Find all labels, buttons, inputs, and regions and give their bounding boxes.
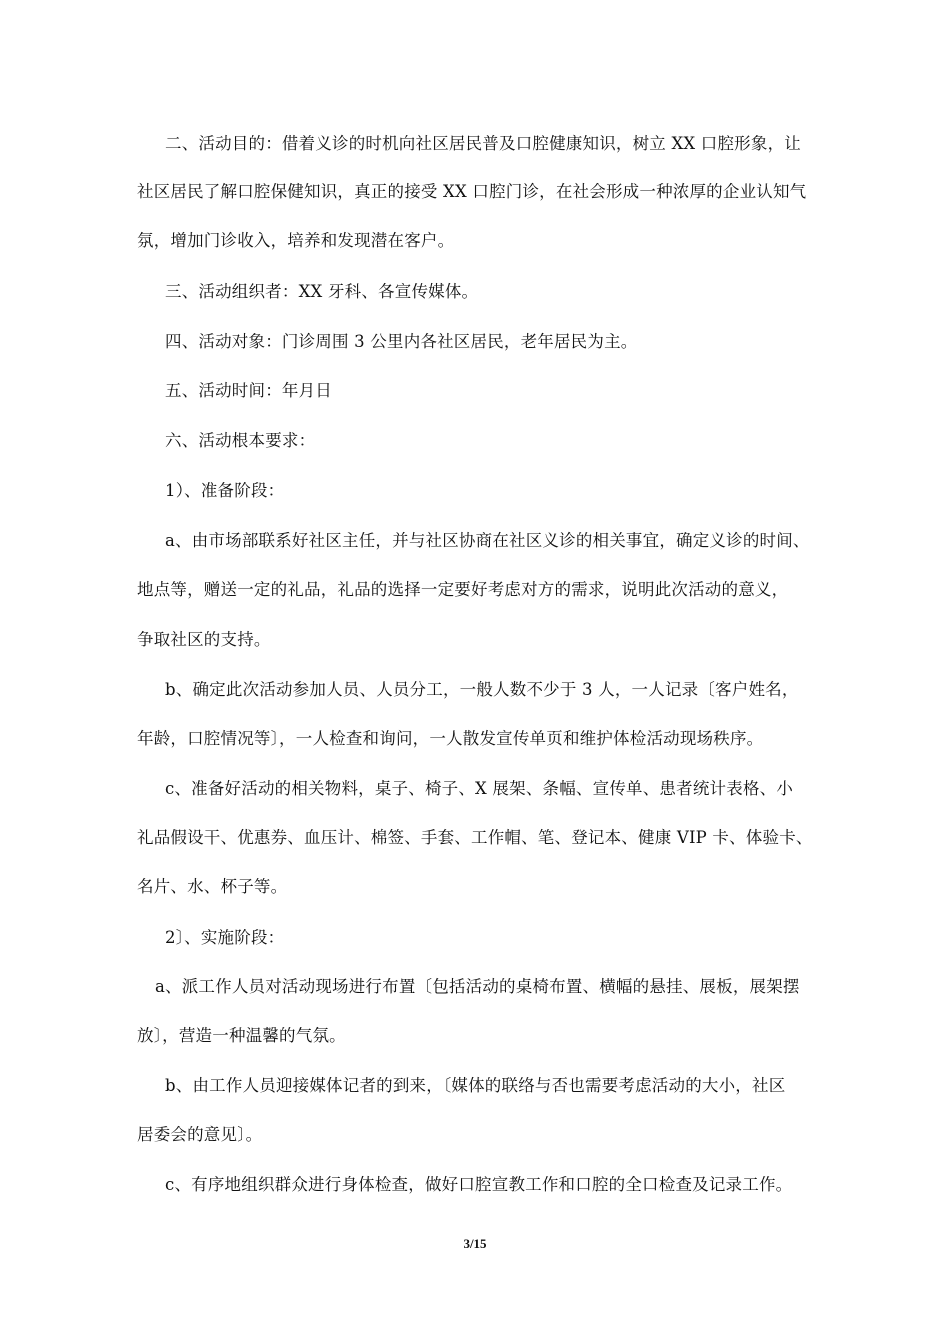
text-line: 三、活动组织者：XX 牙科、各宣传媒体。 — [165, 282, 479, 301]
text-line: 社区居民了解口腔保健知识，真正的接受 XX 口腔门诊，在社会形成一种浓厚的企业认知气 — [137, 182, 807, 201]
text-line: b、由工作人员迎接媒体记者的到来，〔媒体的联络与否也需要考虑活动的大小，社区 — [165, 1076, 786, 1095]
text-line: 名片、水、杯子等。 — [137, 877, 288, 896]
text-line: 放〕，营造一种温馨的气氛。 — [137, 1026, 346, 1045]
text-line: c、准备好活动的相关物料，桌子、椅子、X 展架、条幅、宣传单、患者统计表格、小 — [165, 779, 794, 798]
text-line: c、有序地组织群众进行身体检查，做好口腔宣教工作和口腔的全口检查及记录工作。 — [165, 1175, 793, 1194]
text-line: 四、活动对象：门诊周围 3 公里内各社区居民，老年居民为主。 — [165, 332, 638, 351]
text-line: b、确定此次活动参加人员、人员分工，一般人数不少于 3 人，一人记录〔客户姓名， — [165, 680, 799, 699]
text-line: a、由市场部联系好社区主任，并与社区协商在社区义诊的相关事宜，确定义诊的时间、 — [165, 531, 810, 550]
text-line: 年龄，口腔情况等〕，一人检查和询问，一人散发宣传单页和维护体检活动现场秩序。 — [137, 729, 764, 748]
text-line: 居委会的意见〕。 — [137, 1125, 263, 1144]
text-line: 礼品假设干、优惠券、血压计、棉签、手套、工作帽、笔、登记本、健康 VIP 卡、体验卡、 — [137, 828, 813, 847]
text-line: 六、活动根本要求： — [165, 431, 316, 450]
text-line: 五、活动时间：年月日 — [165, 381, 332, 400]
text-line: a、派工作人员对活动现场进行布置〔包括活动的桌椅布置、横幅的悬挂、展板，展架摆 — [155, 977, 800, 996]
text-line: 争取社区的支持。 — [137, 630, 271, 649]
page-number: 3/15 — [463, 1236, 487, 1251]
text-line: 二、活动目的：借着义诊的时机向社区居民普及口腔健康知识，树立 XX 口腔形象，让 — [165, 134, 801, 153]
text-line: 1）、准备阶段： — [165, 481, 285, 500]
text-line: 2〕、实施阶段： — [165, 928, 285, 947]
text-line: 地点等，赠送一定的礼品，礼品的选择一定要好考虑对方的需求，说明此次活动的意义， — [137, 580, 789, 599]
text-line: 氛，增加门诊收入，培养和发现潜在客户。 — [137, 231, 455, 250]
